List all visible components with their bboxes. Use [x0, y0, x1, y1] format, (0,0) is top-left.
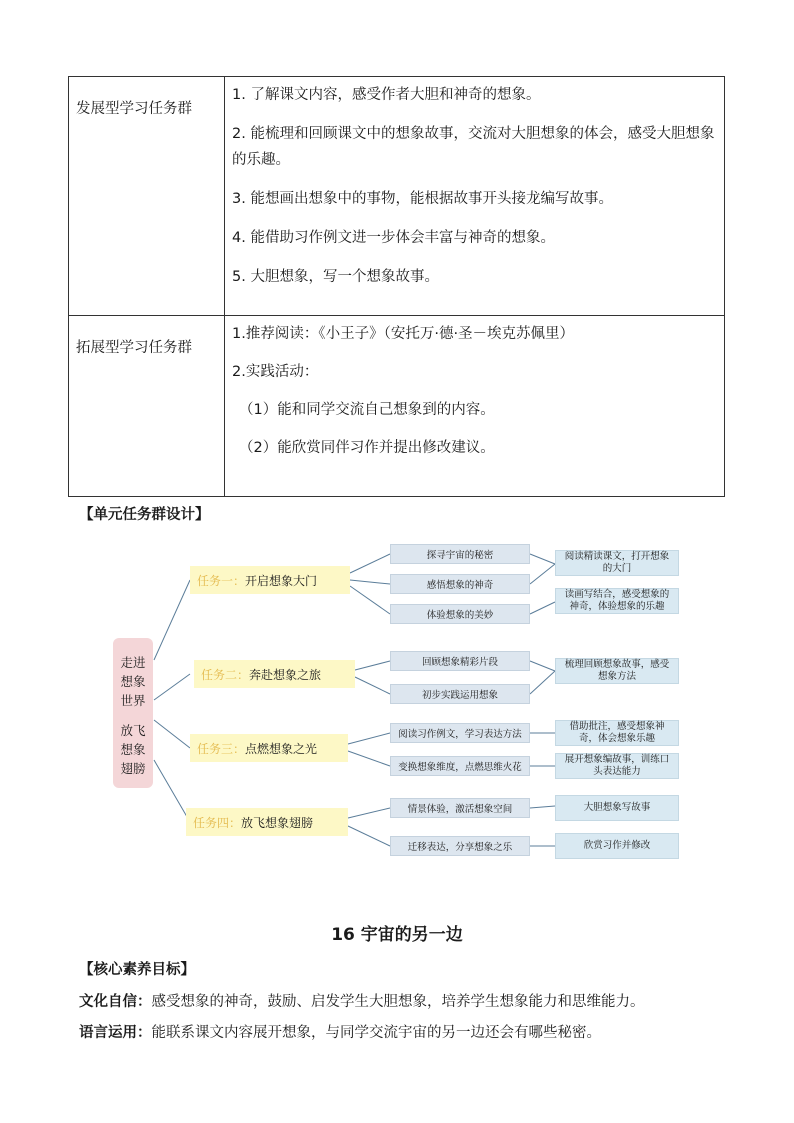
task-text: 奔赴想象之旅	[249, 667, 322, 682]
step-node: 体验想象的美妙	[390, 604, 530, 624]
goal-node: 梳理回顾想象故事，感受想象方法	[555, 658, 679, 684]
connector	[154, 720, 190, 748]
list-item: 1. 了解课文内容，感受作者大胆和神奇的想象。	[232, 87, 541, 103]
goal-paragraph	[79, 1021, 601, 1042]
root-text: 世界	[120, 692, 146, 708]
row-label: 拓展型学习任务群	[69, 316, 225, 497]
goal-node: 大胆想象写故事	[555, 795, 679, 821]
learning-task-table	[68, 76, 725, 497]
list-item: 3. 能想画出想象中的事物，能根据故事开头接龙编写故事。	[232, 191, 613, 207]
step-node: 回顾想象精彩片段	[390, 651, 530, 671]
row-content	[225, 316, 725, 497]
goal-text: 能联系课文内容展开想象，与同学交流宇宙的另一边还会有哪些秘密。	[151, 1025, 601, 1041]
connector	[154, 580, 190, 660]
table-row	[69, 77, 725, 316]
row-content	[225, 77, 725, 316]
connector	[154, 674, 190, 700]
step-node: 初步实践运用想象	[390, 684, 530, 704]
goal-node: 读画写结合，感受想象的神奇，体验想象的乐趣	[555, 588, 679, 614]
step-node: 阅读习作例文，学习表达方法	[390, 723, 530, 743]
root-text: 翅膀	[120, 760, 146, 776]
root-text: 走进	[120, 654, 146, 670]
goal-paragraph	[79, 990, 645, 1011]
step-node: 感悟想象的神奇	[390, 574, 530, 594]
task-node	[190, 734, 348, 762]
lesson-title: 16 宇宙的另一边	[331, 925, 463, 945]
list-item: 5. 大胆想象，写一个想象故事。	[232, 269, 439, 285]
connector	[350, 554, 390, 573]
connector	[348, 733, 390, 744]
connector	[355, 661, 390, 670]
mindmap-root	[113, 638, 153, 788]
connector	[355, 677, 390, 694]
table-row	[69, 316, 725, 497]
list-item: 4. 能借助习作例文进一步体会丰富与神奇的想象。	[232, 230, 555, 246]
task-number: 任务一：	[197, 573, 246, 588]
task-number: 任务三：	[197, 741, 246, 756]
step-node: 变换想象维度，点燃思维火花	[390, 756, 530, 776]
connector	[530, 671, 555, 694]
connector	[348, 826, 390, 846]
task-node	[190, 566, 350, 594]
task-text: 点燃想象之光	[245, 741, 318, 756]
goal-node: 欣赏习作并修改	[555, 833, 679, 859]
goal-section-title: 【核心素养目标】	[79, 962, 195, 978]
task-node	[186, 808, 348, 836]
goal-node: 展开想象编故事，训练口头表达能力	[555, 753, 679, 779]
task-node	[194, 660, 355, 688]
step-node: 迁移表达，分享想象之乐	[390, 836, 530, 856]
list-item: 2.实践活动：	[232, 364, 319, 380]
goal-label: 文化自信：	[79, 994, 152, 1010]
list-item: （2）能欣赏同伴习作并提出修改建议。	[239, 440, 495, 456]
connector	[350, 586, 390, 614]
connector	[530, 661, 555, 671]
task-text: 放飞想象翅膀	[241, 815, 314, 830]
task-number: 任务四：	[193, 815, 242, 830]
section-title: 【单元任务群设计】	[79, 507, 210, 523]
connector	[530, 806, 555, 808]
connector	[530, 564, 555, 584]
list-item: 2. 能梳理和回顾课文中的想象故事，交流对大胆想象的体会，感受大胆想象的乐趣。	[232, 126, 715, 168]
goal-node: 借助批注，感受想象神奇，体会想象乐趣	[555, 720, 679, 746]
goal-label: 语言运用：	[79, 1025, 152, 1041]
list-item: 1.推荐阅读：《小王子》（安托万·德·圣－埃克苏佩里）	[232, 326, 575, 342]
task-text: 开启想象大门	[245, 573, 318, 588]
root-text: 想象	[120, 741, 146, 757]
connector	[350, 580, 390, 584]
goal-node: 阅读精读课文，打开想象的大门	[555, 550, 679, 576]
goal-text: 感受想象的神奇，鼓励、启发学生大胆想象，培养学生想象能力和思维能力。	[151, 994, 645, 1010]
list-item: （1）能和同学交流自己想象到的内容。	[239, 402, 495, 418]
connector	[348, 751, 390, 766]
connector	[530, 602, 555, 614]
step-node: 探寻宇宙的秘密	[390, 544, 530, 564]
connector	[348, 808, 390, 818]
connector	[530, 554, 555, 564]
root-text: 想象	[120, 673, 146, 689]
row-label: 发展型学习任务群	[69, 77, 225, 316]
task-number: 任务二：	[201, 667, 250, 682]
connector	[154, 760, 190, 822]
step-node: 情景体验，激活想象空间	[390, 798, 530, 818]
root-text: 放飞	[120, 722, 146, 738]
